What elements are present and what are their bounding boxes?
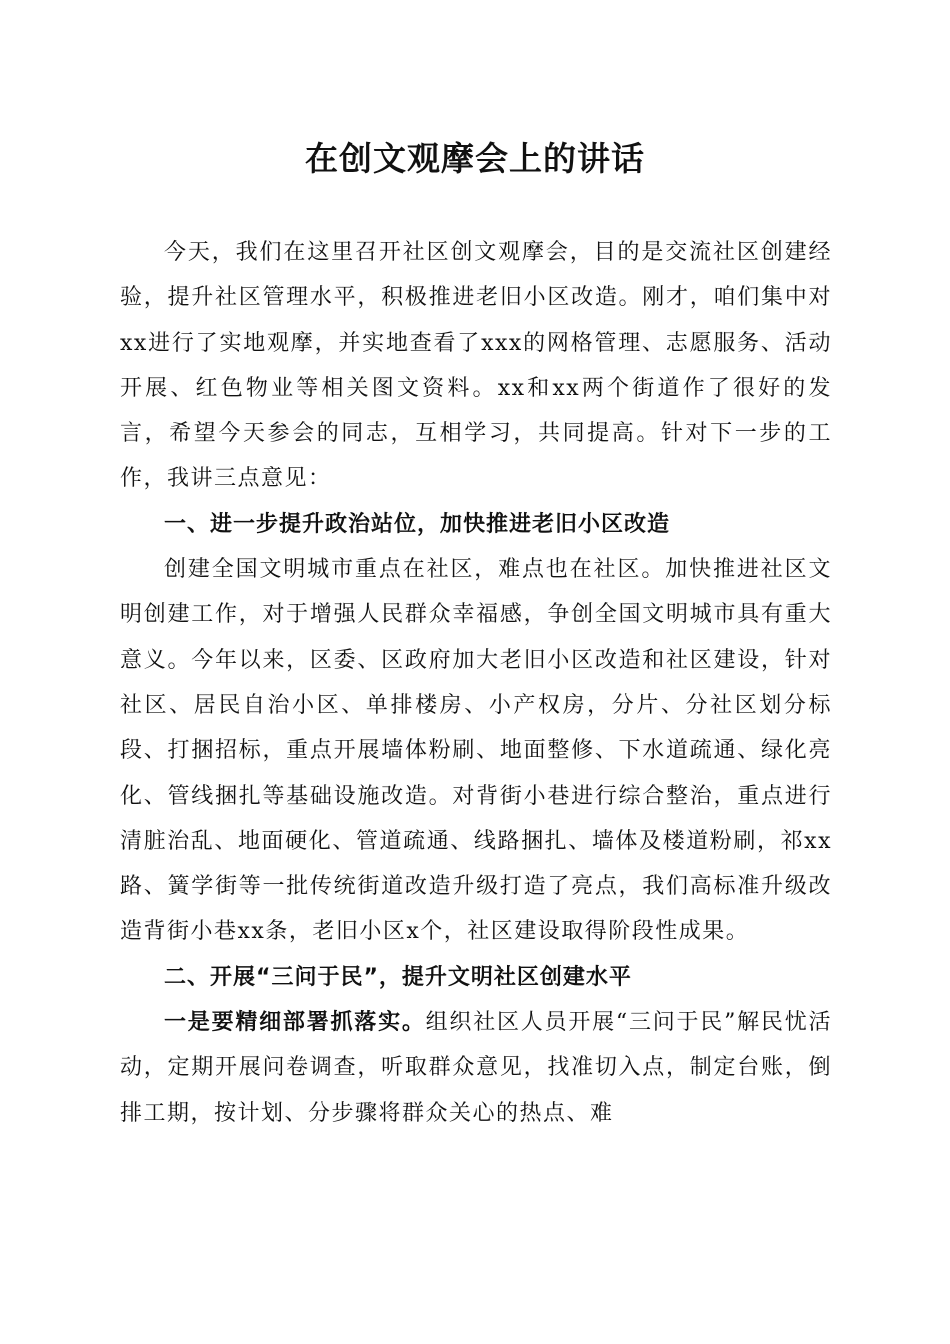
section-2-paragraph <box>120 1000 832 1136</box>
section-2-body: 组织社区人员开展“三问于民”解民忧活动，定期开展问卷调查，听取群众意见，找准切入点，制定台账，倒排工期，按计划、分步骤将群众关心的热点、难 <box>120 1010 832 1126</box>
section-2-lead: 一是要精细部署抓落实。 <box>164 1009 426 1036</box>
section-1-heading: 一、进一步提升政治站位，加快推进老旧小区改造 <box>164 511 671 537</box>
section-1-paragraph: 创建全国文明城市重点在社区，难点也在社区。加快推进社区文明创建工作，对于增强人民群众幸福感，争创全国文明城市具有重大意义。今年以来，区委、区政府加大老旧小区改造和社区建设，针对社区、居民自治小区、单排楼房、小产权房，分片、分社区划分标段、打捆招标，重点开展墙体粉刷、地面整修、下水道疏通、绿化亮化、管线捆扎等基础设施改造。对背街小巷进行综合整治，重点进行清脏治乱、地面硬化、管道疏通、线路捆扎、墙体及楼道粉刷，祁xx路、簧学街等一批传统街道改造升级打造了亮点，我们高标准升级改造背街小巷xx条，老旧小区x个，社区建设取得阶段性成果。 <box>120 557 832 945</box>
section-2-heading: 二、开展“三问于民”，提升文明社区创建水平 <box>164 964 632 990</box>
document-body <box>120 230 832 1136</box>
intro-paragraph: 今天，我们在这里召开社区创文观摩会，目的是交流社区创建经验，提升社区管理水平，积极推进老旧小区改造。刚才，咱们集中对xx进行了实地观摩，并实地查看了xxx的网格管理、志愿服务、活动开展、红色物业等相关图文资料。xx和xx两个街道作了很好的发言，希望今天参会的同志，互相学习，共同提高。针对下一步的工作，我讲三点意见： <box>120 240 832 492</box>
document-title: 在创文观摩会上的讲话 <box>305 139 645 178</box>
